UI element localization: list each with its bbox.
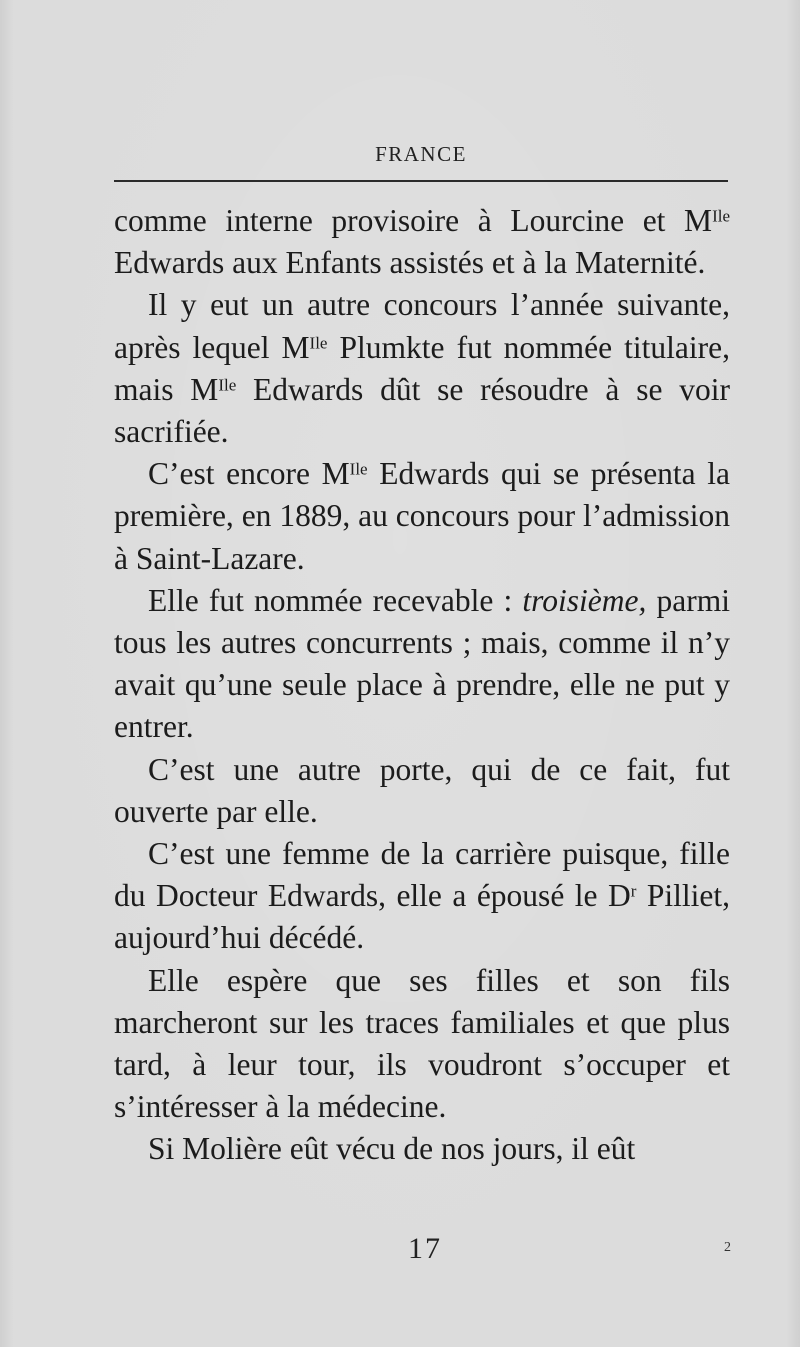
- body-text: [114, 200, 730, 1171]
- paragraph: C’est une femme de la carrière puisque, fille du Docteur Edwards, elle a épousé le $D^r$ Pilliet, aujourd’hui décédé.: [114, 836, 730, 956]
- header-rule: [114, 180, 728, 182]
- superscript: Ile: [349, 459, 368, 479]
- signature-mark: 2: [724, 1240, 731, 1255]
- superscript: Ile: [309, 333, 328, 353]
- italic-text: troisième,: [522, 582, 647, 618]
- running-head: FRANCE: [375, 142, 467, 166]
- superscript: Ile: [712, 206, 730, 226]
- paragraph: comme interne provisoire à Lourcine et $M^{Ile}$ Edwards aux Enfants assistés et à la Maternité.: [114, 203, 730, 281]
- paragraph: Elle fut nommée recevable : troisième, parmi tous les autres concurrents ; mais, comme il n’y avait qu’une seule place à prendre, elle ne put y entrer.: [114, 582, 730, 745]
- page-number: 17: [408, 1232, 442, 1265]
- paragraph: C’est une autre porte, qui de ce fait, fut ouverte par elle.: [114, 751, 730, 829]
- superscript: Ile: [218, 375, 237, 395]
- paragraph: C’est encore $M^{Ile}$ Edwards qui se présenta la première, en 1889, au concours pour l’admission à Saint-Lazare.: [114, 456, 731, 576]
- superscript: r: [630, 881, 637, 901]
- paragraph: Il y eut un autre concours l’année suivante, après lequel $M^{Ile}$ Plumkte fut nommée titulaire, mais $M^{Ile}$ Edwards dût se résoudre à se voir sacrifiée.: [114, 287, 730, 450]
- paragraph: Si Molière eût vécu de nos jours, il eût: [148, 1131, 636, 1167]
- paragraph: Elle espère que ses filles et son fils marcheront sur les traces familiales et que plus tard, à leur tour, ils voudront s’occuper et s’intéresser à la médecine.: [114, 962, 730, 1125]
